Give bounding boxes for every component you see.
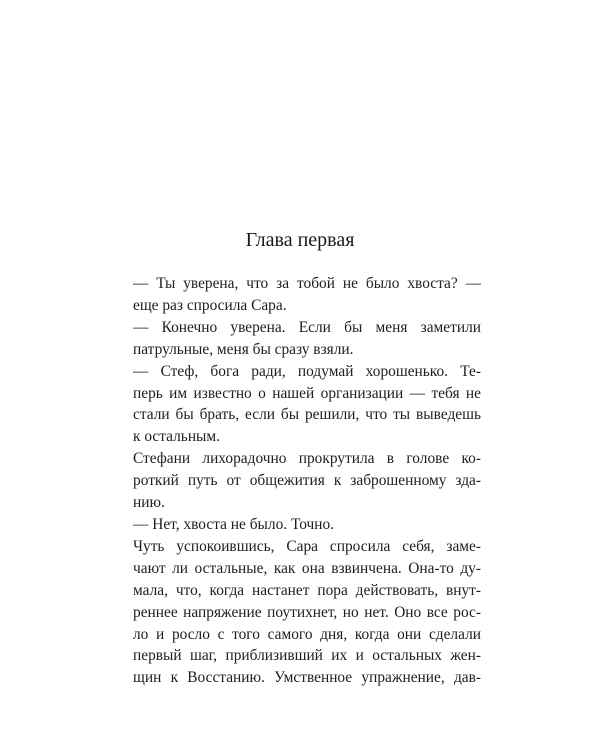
text-line: мала, что, когда настанет пора действовать, внут-	[133, 581, 481, 599]
paragraph	[119, 448, 481, 514]
text-line: патрульные, меня бы сразу взяли.	[133, 340, 354, 358]
text-line: — Конечно уверена. Если бы меня заметили	[133, 318, 481, 336]
text-line: чают ли остальные, как она взвинчена. Она-то ду-	[133, 559, 481, 577]
paragraph	[119, 273, 481, 317]
text-line: Чуть успокоившись, Сара спросила себя, заме-	[133, 537, 481, 555]
text-line: реннее напряжение поутихнет, но нет. Оно все рос-	[133, 603, 481, 621]
text-line: перь им известно о нашей организации — тебя не	[133, 384, 481, 402]
chapter-text	[119, 273, 481, 689]
text-line: Стефани лихорадочно прокрутила в голове ко-	[133, 450, 481, 468]
text-line: щин к Восстанию. Умственное упражнение, дав-	[133, 669, 481, 687]
text-line: роткий путь от общежития к заброшенному зда-	[133, 472, 481, 490]
text-line: — Нет, хвоста не было. Точно.	[133, 515, 335, 533]
text-line: — Ты уверена, что за тобой не было хвоста? —	[133, 275, 481, 292]
text-line: нию.	[133, 494, 165, 512]
paragraph	[119, 514, 481, 536]
chapter-title: Глава первая	[245, 229, 355, 251]
text-line: к остальным.	[133, 428, 220, 446]
text-line: первый шаг, приблизивший их и остальных жен-	[133, 647, 481, 665]
text-line: ло и росло с того самого дня, когда они сделали	[133, 625, 481, 643]
text-line: еще раз спросила Сара.	[133, 296, 287, 314]
paragraph	[119, 317, 481, 361]
text-line: — Стеф, бога ради, подумай хорошенько. Те-	[133, 362, 481, 380]
text-line: стали бы брать, если бы решили, что ты выведешь	[133, 406, 481, 424]
paragraph	[119, 536, 481, 689]
paragraph	[119, 361, 481, 449]
